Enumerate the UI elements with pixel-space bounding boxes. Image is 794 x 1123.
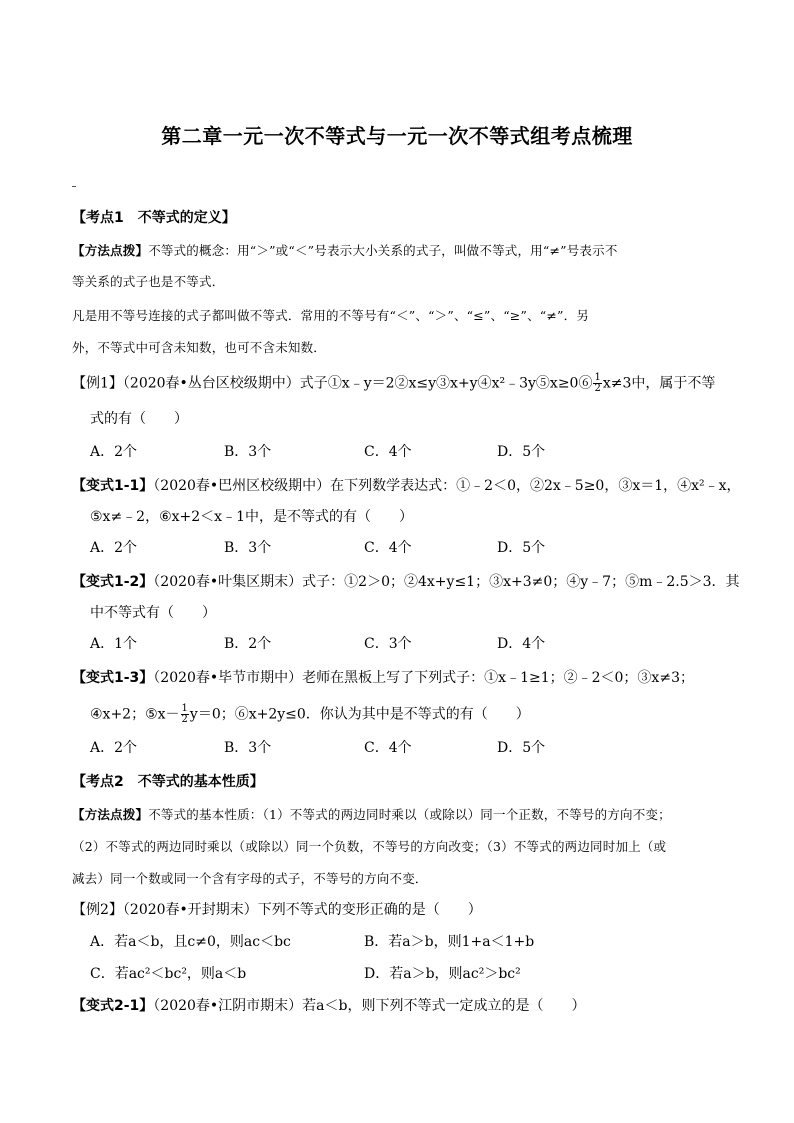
example-text: （2020春•开封期末）下列不等式的变形正确的是（ ）	[122, 902, 482, 918]
option-b: B．3个	[224, 540, 272, 556]
option-c: C．4个	[364, 444, 412, 460]
example-1-line1	[72, 373, 715, 394]
variant-2-1-line1	[72, 996, 586, 1016]
option-a: A．2个	[90, 444, 138, 460]
option-d: D．5个	[497, 540, 546, 556]
option-a: A．2个	[90, 740, 138, 756]
page-title: 第二章一元一次不等式与一元一次不等式组考点梳理	[161, 124, 633, 148]
option-d: D．5个	[497, 740, 546, 756]
fraction: $\frac{1}{2}$	[594, 372, 601, 394]
option-b: B．若a＞b，则1+a＜1+b	[364, 934, 535, 950]
variant-1-1-line1	[72, 476, 741, 496]
option-b: B．3个	[224, 444, 272, 460]
option-c: C．4个	[364, 740, 412, 756]
variant-1-3-line2: ④x+2；⑤x－ $\frac{1}{2}$ y＝0；⑥x+2y≤0．你认为其中是不等式的有（ ）	[90, 703, 530, 725]
method-tip-text: 不等式的基本性质：（1）不等式的两边同时乘以（或除以）同一个正数，不等号的方向不变；	[148, 807, 671, 822]
option-d: D．5个	[497, 444, 546, 460]
variant-1-1-line2: ⑤x≠﹣2，⑥x+2＜x﹣1中，是不等式的有（ ）	[90, 509, 413, 525]
variant-label: 【变式1-3】	[72, 670, 154, 686]
variant-text: （2020春•叶集区期末）式子：①2＞0；②4x+y≤1；③x+3≠0；④y﹣7；⑤m﹣2.5＞3．其	[153, 574, 740, 590]
variant-label: 【变式1-1】	[72, 478, 154, 494]
note-line1: 凡是用不等号连接的式子都叫做不等式．常用的不等号有“＜”、“＞”、“≤”、“≥”、“≠”．另	[72, 308, 590, 323]
method-tip-2-line3: 减去）同一个数或同一个含有字母的式子，不等号的方向不变．	[72, 871, 428, 886]
variant-text: （2020春•毕节市期中）老师在黑板上写了下列式子：①x﹣1≥1；②﹣2＜0；③x≠3；	[153, 670, 694, 686]
method-tip-2-line2: （2）不等式的两边同时乘以（或除以）同一个负数，不等号的方向改变；（3）不等式的两边同时加上（或	[72, 839, 667, 854]
note-line2: 外，不等式中可含未知数，也可不含未知数．	[72, 340, 327, 355]
method-tip-text: 不等式的概念：用“＞”或“＜”号表示大小关系的式子，叫做不等式，用“≠”号表示不	[148, 243, 618, 258]
option-c: C．4个	[364, 540, 412, 556]
option-a: A．若a＜b，且c≠0，则ac＜bc	[90, 934, 291, 950]
method-tip-label: 【方法点拨】	[72, 807, 149, 822]
method-tip-2-line1	[72, 805, 671, 825]
example-source: （2020春•丛台区校级期中）式子	[122, 375, 328, 392]
variant-text: （2020春•巴州区校级期中）在下列数学表达式：①﹣2＜0，②2x﹣5≥0，③x＝1，④x²﹣x，	[153, 478, 741, 494]
section-heading-1: 【考点1 不等式的定义】	[72, 210, 236, 226]
option-d: D．4个	[497, 636, 546, 652]
variant-label: 【变式1-2】	[72, 574, 154, 590]
variant-1-2-line1	[72, 572, 740, 592]
method-tip-label: 【方法点拨】	[72, 243, 149, 258]
option-b: B．2个	[224, 636, 272, 652]
method-tip-1-line1	[72, 241, 618, 261]
option-c: C．若ac²＜bc²，则a＜b	[90, 966, 247, 982]
variant-1-2-line2: 中不等式有（ ）	[90, 605, 216, 621]
option-b: B．3个	[224, 740, 272, 756]
fraction: $\frac{1}{2}$	[181, 703, 188, 725]
option-c: C．3个	[364, 636, 412, 652]
example-tail: x≠3中，属于不等	[602, 375, 716, 392]
paragraph-mark	[72, 186, 76, 187]
variant-text: （2020春•江阴市期末）若a＜b，则下列不等式一定成立的是（ ）	[153, 998, 586, 1014]
example-2-line1	[72, 900, 482, 920]
method-tip-1-line2: 等关系的式子也是不等式．	[72, 274, 225, 289]
example-label: 【例2】	[72, 902, 123, 918]
example-1-line2: 式的有（ ）	[90, 411, 188, 427]
variant-label: 【变式2-1】	[72, 998, 154, 1014]
example-expression: ①x﹣y＝2②x≤y③x+y④x²﹣3y⑤x≥0⑥	[327, 375, 593, 392]
section-heading-2: 【考点2 不等式的基本性质】	[72, 774, 264, 790]
example-label: 【例1】	[72, 375, 123, 392]
option-a: A．2个	[90, 540, 138, 556]
variant-1-3-line1	[72, 668, 694, 688]
option-a: A．1个	[90, 636, 138, 652]
option-d: D．若a＞b，则ac²＞bc²	[364, 966, 521, 982]
